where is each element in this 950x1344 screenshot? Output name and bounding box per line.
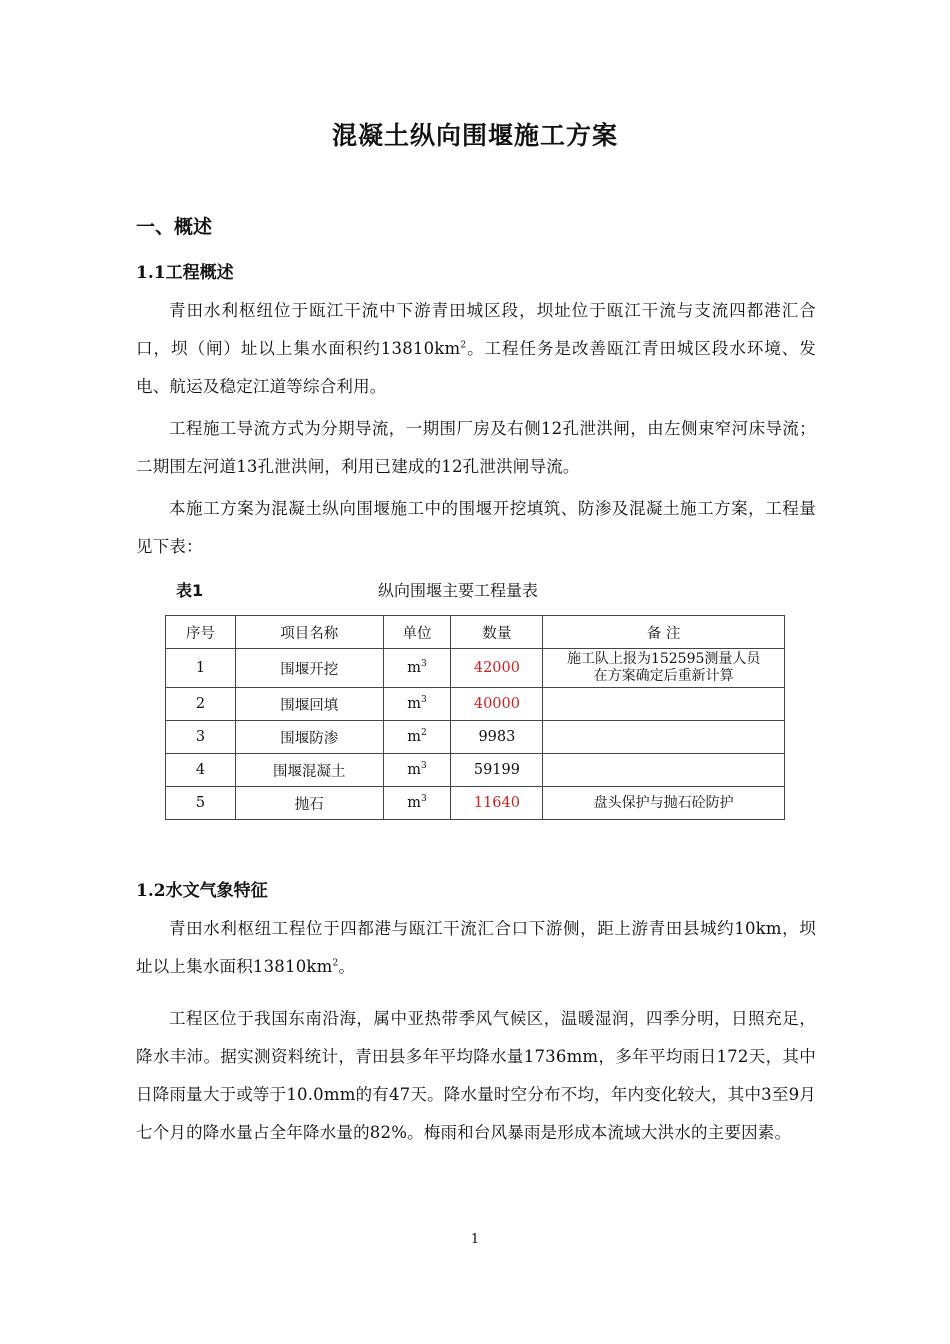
text: 。 [338, 957, 356, 976]
paragraph-climate: 工程区位于我国东南沿海，属中亚热带季风气候区，温暖湿润，四季分明，日照充足，降水丰沛。据实测资料统计，青田县多年平均降水量1736mm，多年平均雨日172天，其中日降雨量大于或等于10.0mm的有47天。降水量时空分布不均，年内变化较大，其中3至9月七个月的降水量占全年降水量的82%。梅雨和台风暴雨是形成本流域大洪水的主要因素。 [136, 1009, 816, 1142]
cell-name: 围堰开挖 [235, 649, 383, 688]
superscript: 2 [332, 958, 339, 969]
cell-unit [383, 688, 451, 721]
table-number: 表1 [176, 581, 204, 600]
cell-unit [383, 721, 451, 754]
table-row [166, 649, 785, 688]
table-row [166, 754, 785, 787]
superscript: 2 [460, 340, 467, 351]
cell-qty: 59199 [451, 754, 543, 787]
page-number: 1 [470, 1232, 480, 1247]
subsection-heading-project-overview: 1.1工程概述 [136, 263, 234, 283]
cell-name: 围堰混凝土 [235, 754, 383, 787]
cell-no: 2 [166, 688, 236, 721]
header-note: 备 注 [543, 616, 785, 649]
table-header-row [166, 616, 785, 649]
header-name: 项目名称 [235, 616, 383, 649]
cell-qty: 42000 [451, 649, 543, 688]
text: 。工程任务是改善瓯江青田城区段水环境、发电、航运及稳定江道等综合利用。 [136, 339, 816, 396]
table-row [166, 787, 785, 820]
cell-name: 围堰回填 [235, 688, 383, 721]
unit: m [407, 660, 422, 676]
cell-note [543, 649, 785, 688]
paragraph-project-location [136, 292, 816, 406]
subsection-heading-hydrology: 1.2水文气象特征 [136, 881, 268, 901]
cell-note [543, 721, 785, 754]
unit-exp: 3 [421, 695, 427, 706]
text: 青田水利枢纽工程位于四都港与瓯江干流汇合口下游侧，距上游青田县城约10km，坝址以上集水面积13810km [136, 919, 816, 976]
cell-qty: 11640 [451, 787, 543, 820]
header-qty: 数量 [451, 616, 543, 649]
unit-exp: 3 [421, 659, 427, 670]
section-heading-overview: 一、概述 [136, 216, 213, 238]
cell-qty: 40000 [451, 688, 543, 721]
paragraph-hydro-location [136, 910, 816, 986]
table-row [166, 721, 785, 754]
unit-exp: 3 [421, 761, 427, 772]
unit: m [407, 795, 422, 811]
table-caption [176, 578, 796, 601]
cell-qty: 9983 [451, 721, 543, 754]
cell-unit [383, 649, 451, 688]
quantities-table [165, 615, 785, 820]
cell-no: 4 [166, 754, 236, 787]
unit: m [407, 696, 422, 712]
unit: m [407, 729, 422, 745]
cell-note: 盘头保护与抛石砼防护 [543, 787, 785, 820]
cell-unit [383, 754, 451, 787]
cell-name: 围堰防渗 [235, 721, 383, 754]
note-line: 在方案确定后重新计算 [593, 668, 734, 684]
document-title: 混凝土纵向围堰施工方案 [331, 121, 618, 150]
cell-no: 1 [166, 649, 236, 688]
unit-exp: 3 [421, 794, 427, 805]
header-no: 序号 [166, 616, 236, 649]
note-line: 施工队上报为152595测量人员 [566, 651, 761, 667]
cell-no: 3 [166, 721, 236, 754]
paragraph-diversion: 工程施工导流方式为分期导流，一期围厂房及右侧12孔泄洪闸，由左侧束窄河床导流；二期围左河道13孔泄洪闸，利用已建成的12孔泄洪闸导流。 [136, 419, 816, 476]
cell-note [543, 754, 785, 787]
table-title: 纵向围堰主要工程量表 [378, 581, 539, 600]
cell-unit [383, 787, 451, 820]
header-unit: 单位 [383, 616, 451, 649]
unit: m [407, 762, 422, 778]
cell-note [543, 688, 785, 721]
text: 青田水利枢纽位于瓯江干流中下游青田城区段，坝址位于瓯江干流与支流四都港汇合口，坝（闸）址以上集水面积约13810km [136, 301, 816, 358]
unit-exp: 2 [421, 728, 427, 739]
paragraph-scheme-scope: 本施工方案为混凝土纵向围堰施工中的围堰开挖填筑、防渗及混凝土施工方案，工程量见下表： [136, 499, 816, 556]
table-row [166, 688, 785, 721]
cell-no: 5 [166, 787, 236, 820]
cell-name: 抛石 [235, 787, 383, 820]
